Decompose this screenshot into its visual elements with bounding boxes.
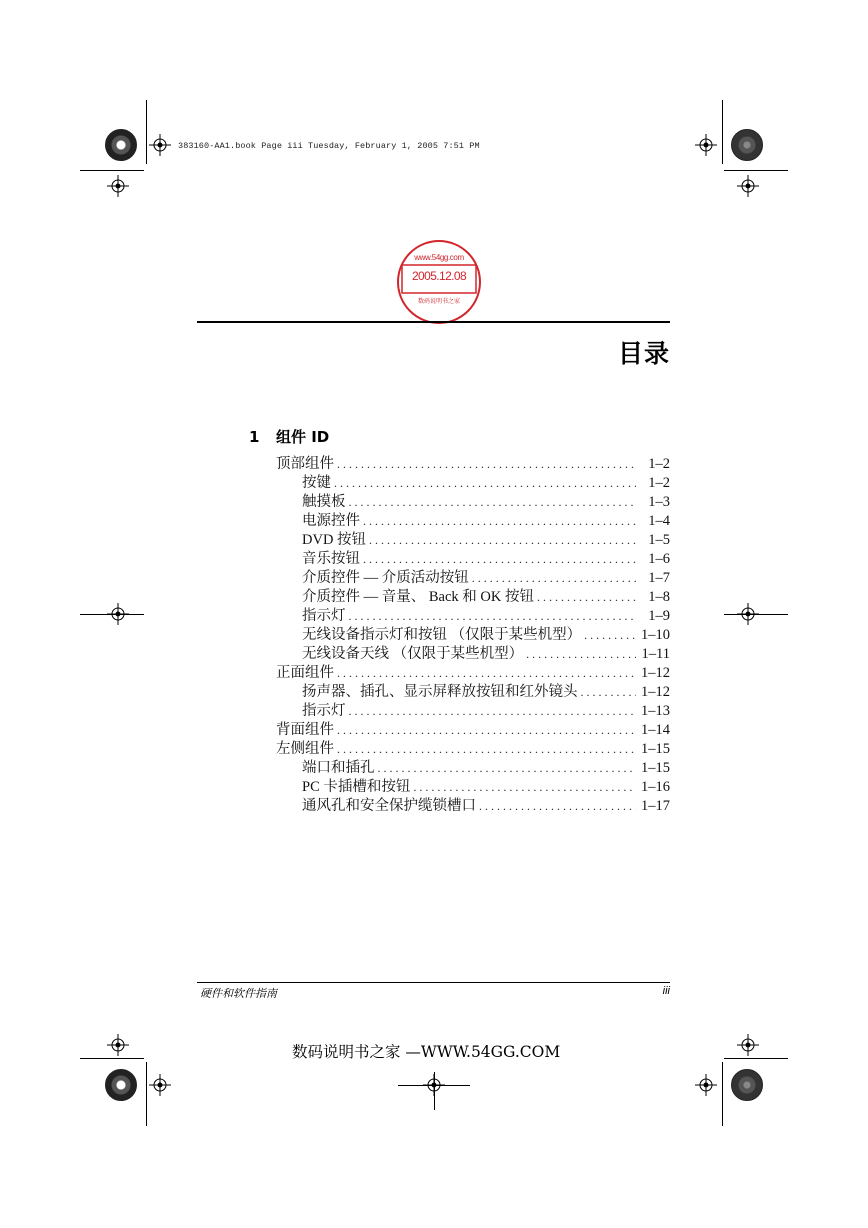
date-stamp bbox=[396, 239, 482, 325]
toc-entry-label: PC 卡插槽和按钮 bbox=[302, 779, 411, 795]
registration-target-icon bbox=[695, 1074, 717, 1096]
crop-mark bbox=[724, 614, 788, 615]
crop-mark bbox=[434, 1072, 435, 1110]
toc-entry-page: 1–10 bbox=[641, 627, 670, 643]
registration-target-icon bbox=[737, 175, 759, 197]
registration-target-icon bbox=[107, 1034, 129, 1056]
toc-entry[interactable] bbox=[276, 531, 670, 550]
toc-entry-page: 1–2 bbox=[648, 456, 670, 472]
toc-entry[interactable] bbox=[276, 588, 670, 607]
chapter-number: 1 bbox=[249, 428, 260, 446]
toc-entry-page: 1–2 bbox=[648, 475, 670, 491]
toc-entry-page: 1–14 bbox=[641, 722, 670, 738]
toc-entry-label: 指示灯 bbox=[302, 703, 346, 719]
toc-entry[interactable] bbox=[276, 474, 670, 493]
toc-entry[interactable] bbox=[276, 550, 670, 569]
toc-entry-label: 音乐按钮 bbox=[302, 551, 360, 567]
watermark-text: 数码说明书之家 —WWW.54GG.COM bbox=[292, 1043, 561, 1061]
toc-entry-label: 介质控件 — 介质活动按钮 bbox=[302, 570, 469, 586]
toc-entry-label: DVD 按钮 bbox=[302, 532, 367, 548]
print-header: 383160-AA1.book Page iii Tuesday, February 1, 2005 7:51 PM bbox=[178, 141, 480, 151]
toc-entry-page: 1–12 bbox=[641, 684, 670, 700]
registration-target-icon bbox=[695, 134, 717, 156]
toc-entry-page: 1–8 bbox=[648, 589, 670, 605]
crop-mark bbox=[80, 614, 144, 615]
toc-entry[interactable] bbox=[276, 645, 670, 664]
starburst-mark-icon bbox=[105, 129, 137, 161]
crop-mark bbox=[80, 170, 144, 171]
chapter-heading bbox=[249, 426, 329, 447]
toc-entry-page: 1–7 bbox=[648, 570, 670, 586]
toc-entry[interactable] bbox=[276, 493, 670, 512]
crop-mark bbox=[722, 1062, 723, 1126]
toc-dot-leader bbox=[537, 588, 636, 607]
toc-entry-page: 1–15 bbox=[641, 741, 670, 757]
toc-entry-label: 顶部组件 bbox=[276, 456, 334, 472]
toc-dot-leader bbox=[334, 474, 636, 493]
toc-dot-leader bbox=[584, 626, 636, 645]
crop-mark bbox=[146, 1062, 147, 1126]
toc-entry-page: 1–5 bbox=[648, 532, 670, 548]
toc-dot-leader bbox=[337, 721, 636, 740]
toc-entry-label: 触摸板 bbox=[302, 494, 346, 510]
toc-entry-page: 1–6 bbox=[648, 551, 670, 567]
toc-dot-leader bbox=[363, 512, 636, 531]
footer-page-number: iii bbox=[662, 985, 670, 997]
toc-dot-leader bbox=[526, 645, 636, 664]
chapter-title: 组件 ID bbox=[276, 428, 330, 446]
toc-entry[interactable] bbox=[276, 721, 670, 740]
toc-entry[interactable] bbox=[276, 797, 670, 816]
toc-entry-page: 1–3 bbox=[648, 494, 670, 510]
toc-entry[interactable] bbox=[276, 702, 670, 721]
crop-mark bbox=[80, 1058, 144, 1059]
starburst-mark-icon bbox=[731, 129, 763, 161]
toc-entry-label: 扬声器、插孔、显示屏释放按钮和红外镜头 bbox=[302, 684, 578, 700]
toc-entry-label: 电源控件 bbox=[302, 513, 360, 529]
toc-entry[interactable] bbox=[276, 626, 670, 645]
toc-entry-page: 1–17 bbox=[641, 798, 670, 814]
toc-entry-page: 1–16 bbox=[641, 779, 670, 795]
toc-entry[interactable] bbox=[276, 664, 670, 683]
crop-mark bbox=[724, 170, 788, 171]
toc-entry-page: 1–15 bbox=[641, 760, 670, 776]
toc-entry-label: 按键 bbox=[302, 475, 331, 491]
toc-entry-page: 1–4 bbox=[648, 513, 670, 529]
page-title: 目录 bbox=[617, 339, 670, 368]
toc-entry[interactable] bbox=[276, 683, 670, 702]
toc-entry-page: 1–13 bbox=[641, 703, 670, 719]
toc-dot-leader bbox=[472, 569, 636, 588]
toc-entry-page: 1–12 bbox=[641, 665, 670, 681]
starburst-mark-icon bbox=[105, 1069, 137, 1101]
toc-entry[interactable] bbox=[276, 512, 670, 531]
toc-entry-page: 1–11 bbox=[641, 646, 670, 662]
crop-mark bbox=[146, 100, 147, 164]
toc-dot-leader bbox=[479, 797, 636, 816]
bottom-rule bbox=[197, 982, 670, 983]
toc-entry-label: 左侧组件 bbox=[276, 741, 334, 757]
registration-target-icon bbox=[149, 1074, 171, 1096]
toc-dot-leader bbox=[349, 607, 637, 626]
toc-entry-label: 无线设备天线 （仅限于某些机型） bbox=[302, 646, 524, 662]
footer-book-title: 硬件和软件指南 bbox=[200, 988, 277, 1000]
toc-entry-label: 端口和插孔 bbox=[302, 760, 375, 776]
toc-dot-leader bbox=[337, 664, 636, 683]
stamp-name: 数码说明书之家 bbox=[417, 299, 460, 305]
top-rule bbox=[197, 321, 670, 323]
toc-dot-leader bbox=[363, 550, 636, 569]
registration-target-icon bbox=[149, 134, 171, 156]
toc-entry-label: 无线设备指示灯和按钮 （仅限于某些机型） bbox=[302, 627, 582, 643]
toc-entry[interactable] bbox=[276, 455, 670, 474]
stamp-url: www.54gg.com bbox=[414, 253, 464, 262]
toc-entry[interactable] bbox=[276, 759, 670, 778]
toc-entry-page: 1–9 bbox=[648, 608, 670, 624]
registration-target-icon bbox=[107, 175, 129, 197]
toc-entry-label: 通风孔和安全保护缆锁槽口 bbox=[302, 798, 476, 814]
toc-entry-label: 背面组件 bbox=[276, 722, 334, 738]
crop-mark bbox=[724, 1058, 788, 1059]
toc-entry-label: 介质控件 — 音量、 Back 和 OK 按钮 bbox=[302, 589, 534, 605]
crop-mark bbox=[722, 100, 723, 164]
toc-dot-leader bbox=[581, 683, 637, 702]
toc-dot-leader bbox=[337, 455, 636, 474]
starburst-mark-icon bbox=[731, 1069, 763, 1101]
toc-entry[interactable] bbox=[276, 607, 670, 626]
toc-entry[interactable] bbox=[276, 778, 670, 797]
toc-dot-leader bbox=[349, 493, 637, 512]
toc-entry[interactable] bbox=[276, 740, 670, 759]
toc-entry-label: 正面组件 bbox=[276, 665, 334, 681]
registration-target-icon bbox=[737, 1034, 759, 1056]
toc-entry-label: 指示灯 bbox=[302, 608, 346, 624]
table-of-contents bbox=[276, 455, 670, 816]
toc-dot-leader bbox=[378, 759, 637, 778]
toc-dot-leader bbox=[413, 778, 636, 797]
toc-entry[interactable] bbox=[276, 569, 670, 588]
toc-dot-leader bbox=[349, 702, 637, 721]
stamp-date: 2005.12.08 bbox=[411, 269, 467, 283]
toc-dot-leader bbox=[337, 740, 636, 759]
toc-dot-leader bbox=[369, 531, 636, 550]
